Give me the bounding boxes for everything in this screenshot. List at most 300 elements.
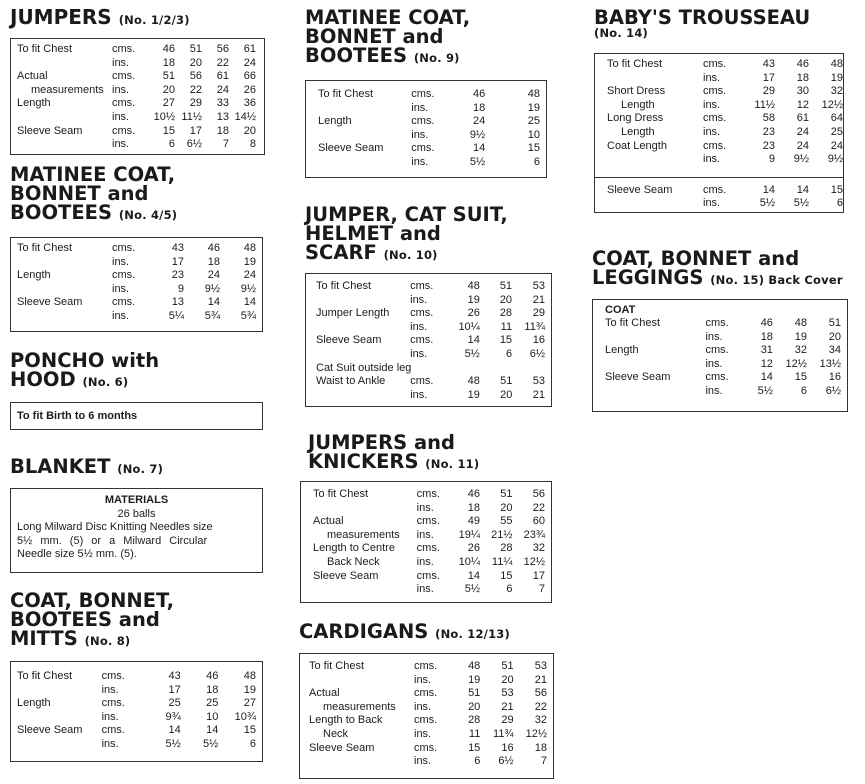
unit-label: ins. <box>410 347 428 360</box>
table-row <box>313 542 545 556</box>
size-value: 14 <box>760 371 773 384</box>
size-value: 11¾ <box>493 727 514 740</box>
materials-line: Needle size 5½ mm. (5). <box>17 548 137 560</box>
size-value: 11¾ <box>524 320 545 333</box>
unit-label: ins. <box>703 125 721 138</box>
size-value: 19 <box>467 293 480 306</box>
unit-label: cms. <box>101 670 125 682</box>
size-value: 13½ <box>819 357 841 370</box>
size-value: 11½ <box>754 98 775 111</box>
row-label <box>316 294 410 308</box>
unit-label: ins. <box>101 710 119 723</box>
size-value: 15 <box>468 741 481 754</box>
size-value: 7 <box>540 755 547 768</box>
size-value: 17 <box>171 255 184 268</box>
row-label: Short Dress <box>607 85 666 98</box>
size-value: 5¾ <box>240 309 256 322</box>
size-value: 36 <box>243 97 256 110</box>
table-row <box>316 348 545 362</box>
row-label: Jumper Length <box>316 307 390 320</box>
size-value: 29 <box>762 85 775 98</box>
materials-heading: MATERIALS <box>104 494 169 506</box>
materials-box <box>10 488 263 573</box>
table-row <box>605 358 841 372</box>
table-row <box>316 280 545 294</box>
row-label <box>316 321 410 335</box>
table-row <box>309 687 547 701</box>
size-value: 5½ <box>165 737 181 750</box>
row-label <box>309 701 414 715</box>
size-value: 48 <box>467 280 480 292</box>
size-value: 15 <box>830 183 843 196</box>
size-value: 9½ <box>240 282 256 295</box>
size-value: 12½ <box>821 98 843 111</box>
size-value: 32 <box>532 542 545 555</box>
unit-label: cms. <box>112 296 136 309</box>
section-jumpers <box>10 5 265 155</box>
section-leggings <box>592 249 854 412</box>
size-value: 9 <box>177 282 184 295</box>
unit-label: ins. <box>705 330 723 343</box>
size-value: 48 <box>467 375 480 388</box>
row-label: Length to Centre <box>313 542 395 555</box>
row-label: Actual <box>313 515 344 528</box>
size-value: 29 <box>189 97 202 110</box>
size-value: 21 <box>532 293 545 306</box>
table-row <box>316 321 545 335</box>
section-title: JUMPERS (No. 1/2/3) <box>10 5 190 29</box>
size-value: 8 <box>249 138 256 151</box>
size-value: 10¾ <box>234 710 256 723</box>
table-row <box>313 488 545 502</box>
row-label-text: measurements <box>327 528 400 541</box>
table-row <box>309 701 547 715</box>
unit-label: cms. <box>705 344 729 357</box>
table-row <box>17 242 256 256</box>
section-title: PONCHO with HOOD (No. 6) <box>10 349 160 391</box>
size-value: 9½ <box>793 153 809 166</box>
table-row <box>318 156 540 170</box>
size-value: 46 <box>467 488 481 500</box>
row-label <box>318 129 411 143</box>
size-value: 5½ <box>759 197 775 210</box>
table-row <box>17 738 256 752</box>
row-label: To fit Chest <box>313 488 369 500</box>
size-value: 9½ <box>469 128 486 141</box>
size-value: 34 <box>828 344 841 357</box>
size-value: 51 <box>500 488 513 500</box>
size-value: 5½ <box>464 583 481 596</box>
unit-label: cms. <box>112 97 136 110</box>
measurements-box <box>305 80 547 178</box>
size-value: 24 <box>796 139 809 152</box>
size-value: 29 <box>501 714 514 727</box>
size-value: 10½ <box>153 110 175 123</box>
size-value: 56 <box>189 70 202 83</box>
section-matinee-9 <box>305 8 547 178</box>
size-value: 48 <box>794 317 807 329</box>
size-value: 15 <box>500 569 513 582</box>
row-label <box>309 755 414 769</box>
row-label: Sleeve Seam <box>309 741 375 754</box>
size-value: 21 <box>501 700 514 713</box>
measurements-table <box>316 280 545 362</box>
size-value: 6 <box>249 737 256 750</box>
row-label <box>17 684 102 698</box>
size-value: 33 <box>216 97 229 110</box>
size-value: 51 <box>162 70 175 83</box>
table-row <box>318 88 540 102</box>
table-row <box>605 385 841 399</box>
size-value: 16 <box>501 741 514 754</box>
size-value: 48 <box>468 660 481 672</box>
table-row <box>607 197 843 211</box>
row-label <box>607 99 703 113</box>
table-row <box>17 697 256 711</box>
size-value: 18 <box>467 501 481 514</box>
size-value: 24 <box>796 125 809 138</box>
row-label: To fit Chest <box>318 88 374 100</box>
row-label <box>17 111 112 125</box>
size-value: 14 <box>762 183 775 196</box>
table-row <box>313 515 545 529</box>
row-label: To fit Chest <box>316 280 372 292</box>
size-value: 10 <box>206 710 219 723</box>
size-value: 19 <box>830 71 843 84</box>
size-value: 25 <box>206 697 219 710</box>
unit-label: ins. <box>416 528 434 541</box>
size-value: 17 <box>168 683 181 696</box>
row-label-text: measurements <box>323 700 396 713</box>
size-value: 19¼ <box>458 528 481 541</box>
size-value: 14 <box>796 183 809 196</box>
size-value: 14 <box>207 296 220 309</box>
unit-label: cms. <box>410 375 434 388</box>
unit-label: ins. <box>416 501 434 514</box>
size-value: 15 <box>527 142 540 155</box>
size-value: 24 <box>830 139 843 152</box>
size-value: 55 <box>500 515 513 528</box>
unit-label: cms. <box>112 70 136 83</box>
size-value: 48 <box>527 88 540 100</box>
table-row <box>17 70 256 84</box>
row-label: Sleeve Seam <box>17 724 83 737</box>
table-row <box>309 674 547 688</box>
row-label: Actual <box>17 70 48 83</box>
unit-label: cms. <box>703 112 727 125</box>
size-value: 15 <box>162 124 175 137</box>
size-value: 19 <box>794 330 807 343</box>
size-value: 9 <box>768 153 775 166</box>
row-label: Sleeve Seam <box>17 124 83 137</box>
size-value: 12 <box>760 357 773 370</box>
size-value: 56 <box>534 687 547 700</box>
section-matinee-4-5 <box>10 165 263 332</box>
size-value: 23 <box>171 269 184 282</box>
unit-label: cms. <box>101 697 125 710</box>
size-value: 23 <box>762 125 775 138</box>
unit-label: ins. <box>112 138 130 151</box>
size-value: 51 <box>501 660 514 672</box>
section-title: BABY'S TROUSSEAU (No. 14) <box>594 6 811 40</box>
table-row <box>313 529 545 543</box>
row-label <box>17 84 112 98</box>
size-value: 6½ <box>498 755 514 768</box>
size-value: 18 <box>206 683 219 696</box>
size-value: 6½ <box>825 384 841 397</box>
unit-label: ins. <box>414 673 432 686</box>
size-value: 20 <box>500 388 513 401</box>
size-value: 5½ <box>793 197 809 210</box>
size-value: 51 <box>189 43 202 55</box>
size-value: 24 <box>243 56 256 69</box>
table-row <box>607 58 843 72</box>
table-row <box>607 85 843 99</box>
section-title: COAT, BONNET, BOOTEES and MITTS (No. 8) <box>10 589 174 650</box>
size-value: 18 <box>534 741 547 754</box>
section-title: MATINEE COAT, BONNET and BOOTEES (No. 9) <box>305 6 471 67</box>
table-row <box>17 283 256 297</box>
row-label <box>17 57 112 71</box>
size-value: 46 <box>207 242 220 254</box>
table-row <box>17 125 256 139</box>
row-label <box>605 358 705 372</box>
table-row <box>17 684 256 698</box>
size-value: 28 <box>500 542 513 555</box>
row-label: Length <box>17 697 51 710</box>
size-value: 46 <box>162 43 175 55</box>
unit-label: cms. <box>101 724 125 737</box>
unit-label: cms. <box>410 307 434 320</box>
size-value: 7 <box>538 583 545 596</box>
size-value: 53 <box>501 687 514 700</box>
table-row <box>309 728 547 742</box>
table-row <box>605 317 841 331</box>
size-value: 24 <box>472 115 486 128</box>
size-value: 26 <box>243 83 256 96</box>
row-label <box>313 529 417 543</box>
unit-label: cms. <box>112 269 136 282</box>
row-label: Sleeve Seam <box>313 569 379 582</box>
section-catsuit <box>305 205 552 407</box>
unit-label: ins. <box>112 255 130 268</box>
size-value: 20 <box>499 293 513 306</box>
row-label: Length <box>17 97 51 110</box>
measurements-table <box>318 88 540 170</box>
section-title: COAT, BONNET and LEGGINGS (No. 15) Back Cover <box>592 247 843 289</box>
unit-label: cms. <box>410 334 434 347</box>
age-range-text: To fit Birth to 6 months <box>17 410 138 422</box>
row-label <box>318 156 411 170</box>
unit-label: cms. <box>703 139 727 152</box>
size-value: 7 <box>222 138 229 151</box>
row-label: Actual <box>309 687 340 700</box>
unit-label: ins. <box>416 555 434 568</box>
size-value: 5½ <box>757 384 773 397</box>
size-value: 43 <box>168 670 181 682</box>
table-row <box>17 310 256 324</box>
row-label: Length <box>605 344 639 357</box>
unit-label: ins. <box>705 357 723 370</box>
size-value: 6½ <box>529 347 545 360</box>
section-title: MATINEE COAT, BONNET and BOOTEES (No. 4/5) <box>10 163 178 224</box>
row-label <box>316 389 410 403</box>
row-label: Sleeve Seam <box>605 371 671 384</box>
size-value: 25 <box>168 697 181 710</box>
unit-label: ins. <box>703 71 721 84</box>
table-row <box>607 99 843 113</box>
table-row <box>17 97 256 111</box>
measurements-box <box>594 53 844 213</box>
size-value: 6 <box>533 155 540 168</box>
unit-label: ins. <box>414 727 432 740</box>
table-row <box>605 344 841 358</box>
row-label: To fit Chest <box>605 317 661 329</box>
unit-label: ins. <box>410 388 428 401</box>
section-title: JUMPERS and KNICKERS (No. 11) <box>308 431 480 473</box>
row-label <box>17 138 112 152</box>
section-title: JUMPER, CAT SUIT, HELMET and SCARF (No. 10) <box>305 203 508 264</box>
row-label <box>313 556 417 570</box>
size-value: 27 <box>243 697 256 710</box>
size-value: 19 <box>243 683 256 696</box>
table-row <box>605 371 841 385</box>
size-value: 6 <box>505 347 513 360</box>
unit-label: cms. <box>414 714 438 727</box>
size-value: 16 <box>532 334 545 347</box>
measurements-box <box>10 237 263 332</box>
subsection-heading: COAT <box>605 304 636 316</box>
size-value: 22 <box>532 501 545 514</box>
measurements-table <box>607 184 843 211</box>
unit-label: ins. <box>112 282 130 295</box>
measurements-box <box>10 661 263 762</box>
unit-label: cms. <box>416 515 440 528</box>
size-value: 14½ <box>234 110 256 123</box>
size-value: 31 <box>760 344 773 357</box>
size-value: 14 <box>168 724 181 737</box>
row-label: Coat Length <box>607 139 667 152</box>
unit-label: cms. <box>112 124 136 137</box>
size-value: 9¾ <box>165 710 181 723</box>
unit-label: ins. <box>414 755 432 768</box>
size-value: 6 <box>168 138 175 151</box>
size-value: 13 <box>216 110 229 123</box>
size-value: 20 <box>500 501 513 514</box>
size-value: 21 <box>532 388 545 401</box>
size-value: 5¼ <box>168 309 184 322</box>
size-value: 12 <box>796 98 809 111</box>
size-value: 58 <box>762 112 775 125</box>
size-value: 48 <box>243 670 256 682</box>
size-value: 19 <box>468 673 481 686</box>
table-row <box>17 711 256 725</box>
size-value: 18 <box>796 71 809 84</box>
size-value: 14 <box>206 724 219 737</box>
table-row <box>17 670 256 684</box>
size-value: 64 <box>830 112 843 125</box>
unit-label: ins. <box>410 293 428 306</box>
size-value: 53 <box>532 280 545 292</box>
size-value: 15 <box>794 371 807 384</box>
row-label <box>313 583 417 597</box>
measurements-table <box>309 660 547 769</box>
size-value: 24 <box>243 269 256 282</box>
row-label-text: Length <box>621 98 655 111</box>
section-trousseau <box>594 8 844 213</box>
table-row <box>309 714 547 728</box>
table-row <box>17 57 256 71</box>
size-value: 46 <box>760 317 773 329</box>
table-row <box>316 307 545 321</box>
size-value: 56 <box>532 488 545 500</box>
size-value: 14 <box>467 569 481 582</box>
size-value: 27 <box>162 97 175 110</box>
size-value: 20 <box>828 330 841 343</box>
size-value: 6 <box>474 755 481 768</box>
table-row <box>309 755 547 769</box>
row-label-text: Length <box>621 125 655 138</box>
size-value: 6 <box>506 583 513 596</box>
size-value: 5½ <box>464 347 480 360</box>
size-value: 10¼ <box>458 555 481 568</box>
size-value: 12½ <box>523 555 545 568</box>
section-title: CARDIGANS (No. 12/13) <box>299 620 510 643</box>
size-value: 20 <box>243 124 256 137</box>
size-value: 22 <box>216 56 229 69</box>
row-label: Sleeve Seam <box>316 334 382 347</box>
unit-label: cms. <box>414 741 438 754</box>
table-row <box>17 84 256 98</box>
table-row <box>318 129 540 143</box>
size-value: 20 <box>162 83 175 96</box>
row-label: To fit Chest <box>607 58 663 70</box>
unit-label: ins. <box>703 153 721 166</box>
size-value: 25 <box>830 125 843 138</box>
table-row <box>17 138 256 152</box>
size-value: 23¾ <box>523 528 545 541</box>
size-value: 43 <box>762 58 775 70</box>
measurements-box <box>305 273 552 407</box>
table-row <box>607 184 843 198</box>
row-label: Length to Back <box>309 714 383 727</box>
size-value: 61 <box>243 43 256 55</box>
size-value: 46 <box>472 88 486 100</box>
size-value: 15 <box>243 724 256 737</box>
size-value: 24 <box>216 83 229 96</box>
size-value: 51 <box>500 375 513 388</box>
unit-label: cms. <box>410 280 434 292</box>
size-value: 12½ <box>525 727 547 740</box>
size-value: 5½ <box>469 155 486 168</box>
unit-label: cms. <box>416 542 440 555</box>
row-label <box>607 126 703 140</box>
table-row <box>313 583 545 597</box>
size-value: 24 <box>207 269 220 282</box>
table-row <box>316 375 545 389</box>
size-value: 25 <box>527 115 540 128</box>
row-label: Sleeve Seam <box>17 296 83 309</box>
table-row <box>318 102 540 116</box>
measurements-box <box>299 653 554 779</box>
row-label <box>17 283 112 297</box>
section-blanket <box>10 457 263 573</box>
table-row <box>607 72 843 86</box>
size-value: 30 <box>796 85 809 98</box>
size-value: 19 <box>527 101 540 114</box>
section-knickers <box>300 433 552 603</box>
size-value: 21 <box>534 673 547 686</box>
